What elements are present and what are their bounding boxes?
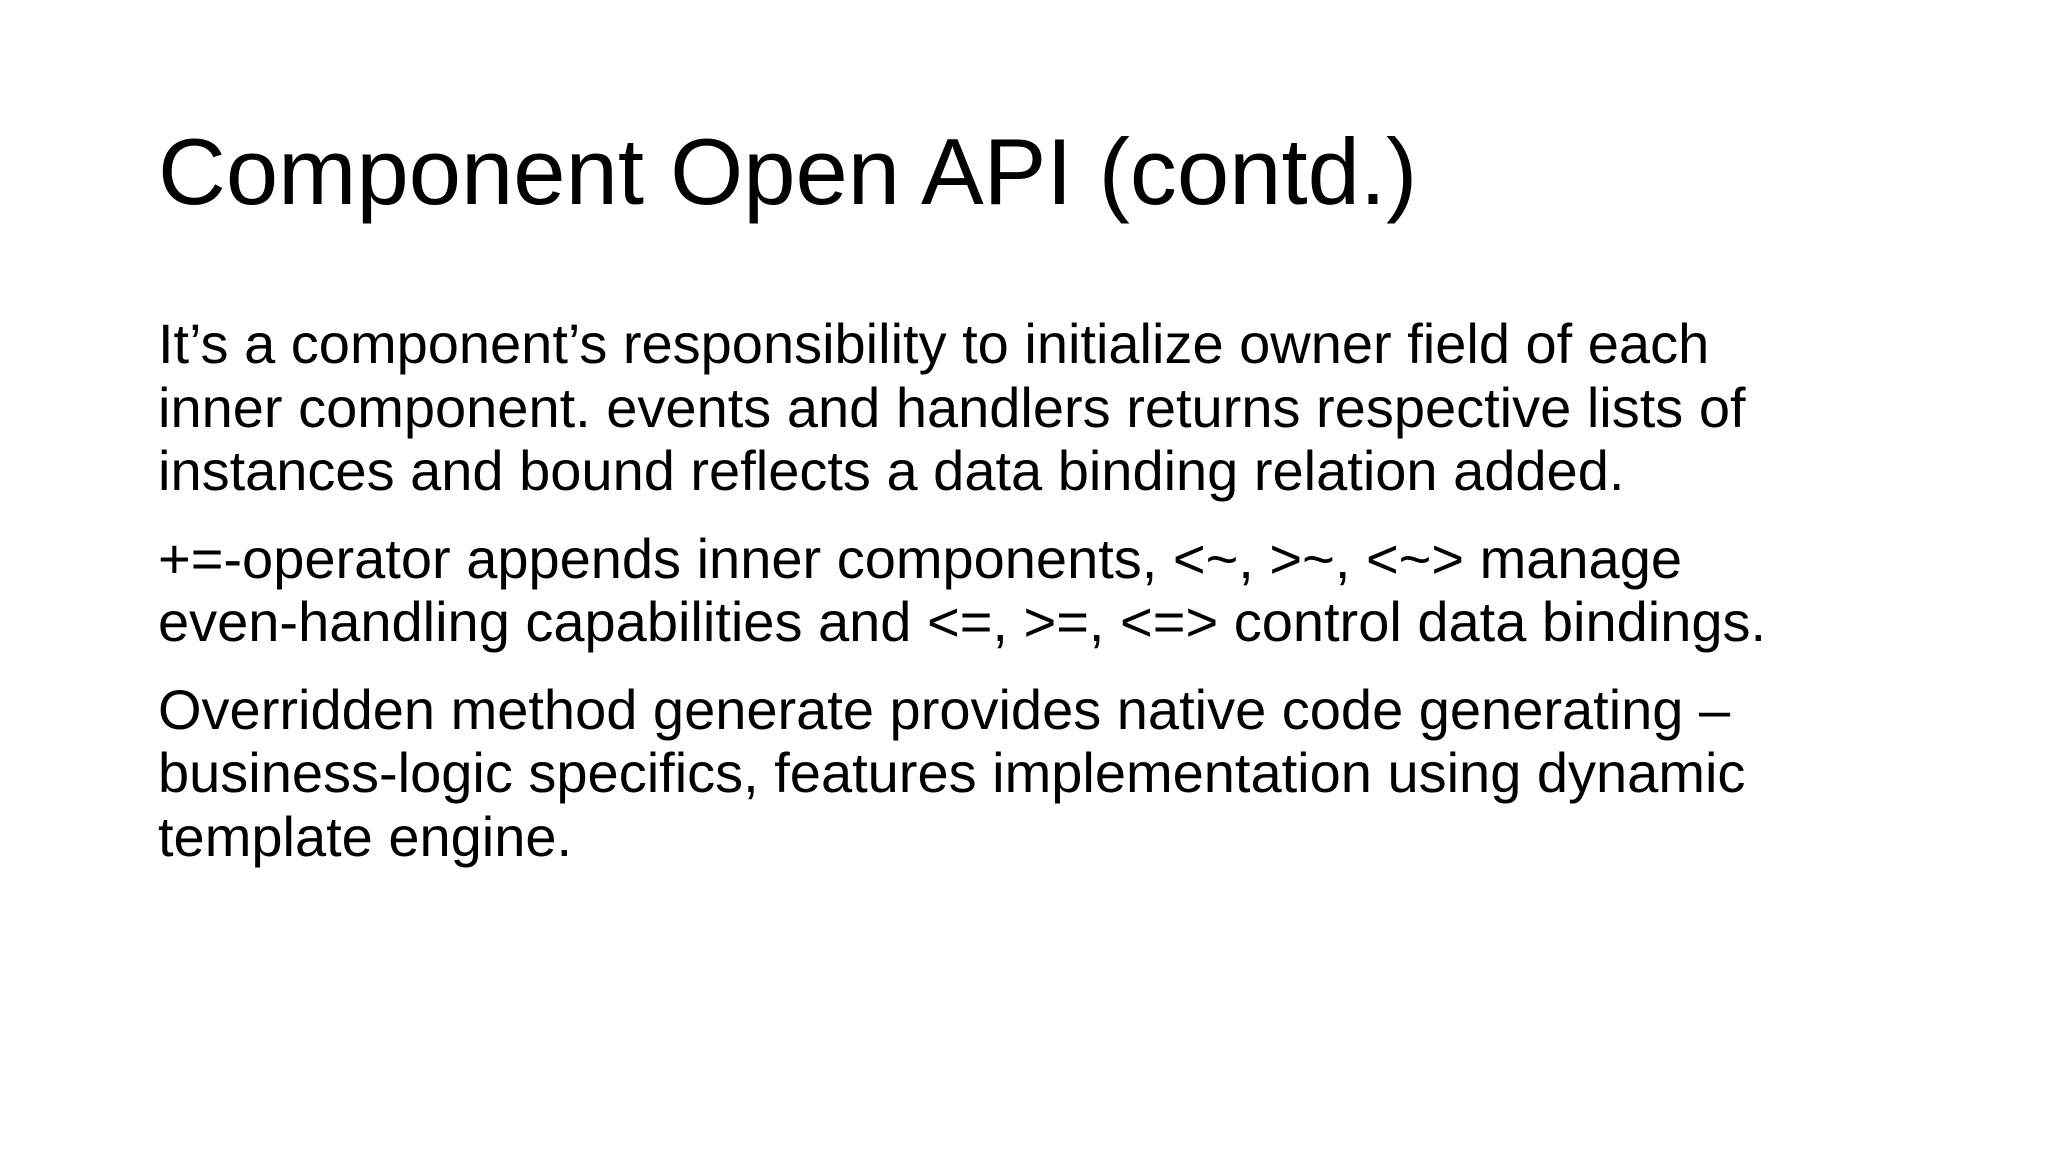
text-line: business-logic specifics, features implementation using dynamic: [158, 741, 1746, 804]
text-line: It’s a component’s responsibility to initialize owner field of each: [158, 312, 1710, 375]
text-line: instances and bound reflects a data binding relation added.: [158, 439, 1625, 502]
paragraph-generate-method: [158, 678, 1918, 869]
text-line: inner component. events and handlers returns respective lists of: [158, 375, 1746, 439]
paragraph-operators: [158, 527, 1918, 654]
text-line: Overridden method generate provides native code generating –: [158, 677, 1731, 741]
slide-body: [158, 312, 1918, 892]
text-line: template engine.: [158, 804, 573, 868]
slide-title: Component Open API (contd.): [158, 119, 1418, 224]
paragraph-owner-field: [158, 312, 1918, 503]
text-line: even-handling capabilities and <=, >=, <=> control data bindings.: [158, 590, 1767, 653]
text-line: +=-operator appends inner components, <~, >~, <~> manage: [158, 526, 1682, 590]
